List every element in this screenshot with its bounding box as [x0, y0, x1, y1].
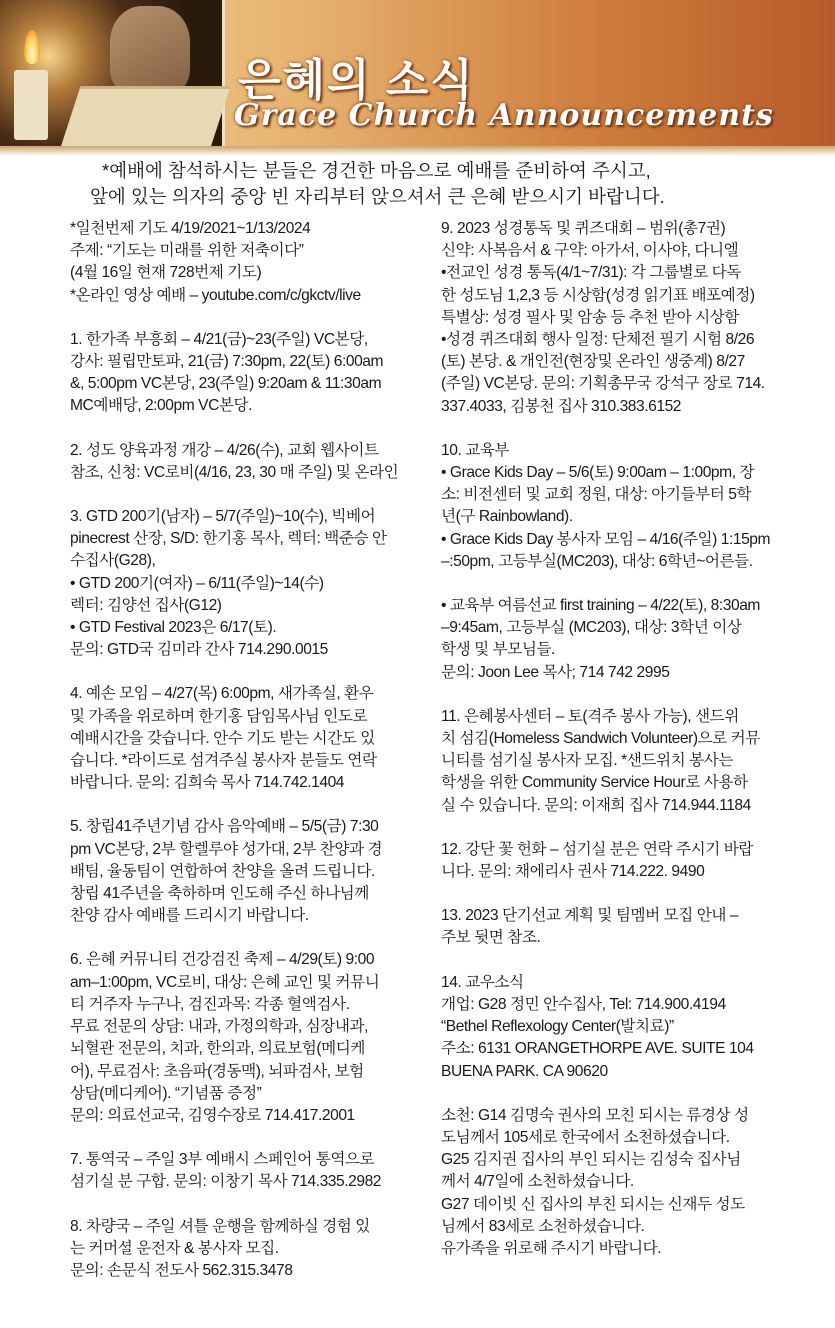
announcement-line: 렉터: 김양선 집사(G12) [70, 596, 222, 614]
announcement-line: 니티를 섬기실 봉사자 모집. *샌드위치 봉사는 [441, 752, 733, 770]
announcement-line: 도님께서 105세로 한국에서 소천하셨습니다. [441, 1128, 730, 1146]
announcement-item [441, 1105, 801, 1260]
announcement-line: (토) 본당. & 개인전(현장및 온라인 생중계) 8/27 [441, 353, 745, 371]
announcement-line: *온라인 영상 예배 – youtube.com/c/gkctv/live [70, 286, 361, 304]
announcement-line: 님께서 83세로 소천하셨습니다. [441, 1217, 645, 1235]
announcement-line: 찬양 감사 예배를 드리시기 바랍니다. [70, 907, 309, 925]
announcement-line: • Grace Kids Day 봉사자 모임 – 4/16(주일) 1:15pm [441, 530, 771, 548]
announcement-item [70, 683, 432, 794]
announcement-line: • 교육부 여름선교 first training – 4/22(토), 8:30am [441, 597, 760, 615]
announcement-line: 는 커머셜 운전자 & 봉사자 모집. [70, 1239, 279, 1257]
announcement-line: 니다. 문의: 채에리사 권사 714.222. 9490 [441, 863, 705, 881]
announcement-item [70, 218, 432, 307]
announcement-line: 특별상: 성경 필사 및 암송 등 추천 받아 시상함 [441, 308, 739, 326]
announcement-line: 및 가족을 위로하며 한기홍 담임목사님 인도로 [70, 707, 368, 725]
announcement-item [70, 506, 432, 661]
announcement-item [70, 816, 432, 927]
announcement-line: 강사: 필립만토파, 21(금) 7:30pm, 22(토) 6:00am [70, 353, 384, 371]
announcement-line: 치 섬김(Homeless Sandwich Volunteer)으로 커뮤 [441, 730, 760, 748]
announcement-line: 10. 교육부 [441, 441, 510, 459]
header-banner [0, 0, 835, 148]
announcement-line: 참조, 신청: VC로비(4/16, 23, 30 매 주일) 및 온라인 [70, 463, 399, 481]
announcement-line: 주보 뒷면 참조. [441, 929, 541, 947]
left-column [70, 218, 432, 1304]
announcement-item [70, 329, 432, 418]
announcement-line: •전교인 성경 통독(4/1~7/31): 각 그룹별로 다독 [441, 264, 741, 282]
announcement-line: 학생 및 부모님들. [441, 641, 555, 659]
announcement-line: 11. 은혜봉사센터 – 토(격주 봉사 가능), 샌드위 [441, 707, 739, 725]
announcement-item [441, 839, 801, 883]
announcement-line: 주소: 6131 ORANGETHORPE AVE. SUITE 104 [441, 1040, 754, 1058]
announcement-item [441, 440, 801, 573]
announcement-line: pinecrest 산장, S/D: 한기홍 목사, 렉터: 백준승 안 [70, 530, 387, 548]
announcement-line: (4월 16일 현재 728번제 기도) [70, 264, 262, 282]
announcement-line: 바랍니다. 문의: 김희숙 목사 714.742.1404 [70, 774, 345, 792]
announcement-line: 14. 교우소식 [441, 973, 524, 991]
announcement-line: G25 김지권 집사의 부인 되시는 김성숙 집사님 [441, 1151, 741, 1169]
title-english: Grace Church Announcements [234, 98, 774, 133]
announcement-item [441, 595, 801, 684]
announcement-line: 소: 비전센터 및 교회 정원, 대상: 아기들부터 5학 [441, 486, 752, 504]
candle-flame-icon [24, 30, 40, 64]
announcement-line: BUENA PARK. CA 90620 [441, 1062, 608, 1080]
announcement-line: –:50pm, 고등부실(MC203), 대상: 6학년~어른들. [441, 552, 753, 570]
announcement-line: 창립 41주년을 축하하며 인도해 주신 하나님께 [70, 885, 369, 903]
announcement-line: • GTD 200기(여자) – 6/11(주일)~14(수) [70, 574, 324, 592]
announcement-line: 12. 강단 꽃 헌화 – 섬기실 분은 연락 주시기 바랍 [441, 840, 753, 858]
announcement-line: 337.4033, 김봉천 집사 310.383.6152 [441, 397, 682, 415]
prayer-candle-photo [0, 0, 225, 148]
title-korean: 은혜의 소식 [238, 56, 475, 105]
announcement-line: 상담(메디케어). “기념품 증정” [70, 1084, 262, 1102]
announcement-line: 13. 2023 단기선교 계획 및 팀멤버 모집 안내 – [441, 907, 739, 925]
announcement-line: 어), 무료검사: 초음파(경동맥), 뇌파검사, 보험 [70, 1062, 364, 1080]
announcement-line: 학생을 위한 Community Service Hour로 사용하 [441, 774, 748, 792]
announcement-line: “Bethel Reflexology Center(발치료)” [441, 1018, 674, 1036]
announcement-line: MC예배당, 2:00pm VC본당. [70, 397, 253, 415]
announcement-line: 유가족을 위로해 주시기 바랍니다. [441, 1239, 662, 1257]
announcement-line: &, 5:00pm VC본당, 23(주일) 9:20am & 11:30am [70, 375, 382, 393]
announcement-line: 문의: 손문식 전도사 562.315.3478 [70, 1261, 293, 1279]
announcement-line: 섬기실 분 구합. 문의: 이창기 목사 714.335.2982 [70, 1173, 382, 1191]
announcement-line: 문의: 의료선교국, 김영수장로 714.417.2001 [70, 1106, 355, 1124]
announcement-line: am–1:00pm, VC로비, 대상: 은혜 교인 및 커뮤니 [70, 973, 380, 991]
announcement-line: 8. 차량국 – 주일 셔틀 운행을 함께하실 경험 있 [70, 1217, 370, 1235]
announcement-line: 소천: G14 김명숙 권사의 모친 되시는 류경상 성 [441, 1106, 749, 1124]
announcement-line: 3. GTD 200기(남자) – 5/7(주일)~10(수), 빅베어 [70, 508, 376, 526]
announcement-item [441, 218, 801, 418]
announcement-line: *일천번제 기도 4/19/2021~1/13/2024 [70, 220, 311, 237]
announcement-line: 9. 2023 성경통독 및 퀴즈대회 – 범위(총7권) [441, 220, 726, 237]
announcement-line: • GTD Festival 2023은 6/17(토). [70, 619, 277, 637]
announcement-line: 7. 통역국 – 주일 3부 예배시 스페인어 통역으로 [70, 1151, 375, 1169]
announcement-item [441, 905, 801, 949]
open-bible-image [59, 86, 230, 148]
intro-line: *예배에 참석하시는 분들은 경건한 마음으로 예배를 준비하여 주시고, [102, 160, 651, 181]
announcement-line: 문의: GTD국 김미라 간사 714.290.0015 [70, 641, 328, 659]
announcement-line: (주일) VC본당. 문의: 기획총무국 강석구 장로 714. [441, 375, 765, 393]
announcement-line: 년(구 Rainbowland). [441, 508, 573, 526]
announcement-line: 1. 한가족 부흥회 – 4/21(금)~23(주일) VC본당, [70, 330, 368, 348]
announcement-line: • Grace Kids Day – 5/6(토) 9:00am – 1:00pm, 장 [441, 464, 755, 482]
announcement-line: 예배시간을 갖습니다. 안수 기도 받는 시간도 있 [70, 729, 375, 747]
announcement-line: G27 데이빗 신 집사의 부친 되시는 신재두 성도 [441, 1195, 745, 1213]
praying-hands-image [110, 6, 190, 96]
announcement-line: 주제: “기도는 미래를 위한 저축이다” [70, 242, 304, 260]
announcement-line: 수집사(G28), [70, 552, 156, 570]
announcement-line: 배팀, 율동팀이 연합하여 찬양을 올려 드립니다. [70, 862, 375, 880]
announcement-line: •성경 퀴즈대회 행사 일정: 단체전 필기 시험 8/26 [441, 331, 755, 349]
intro-line: 앞에 있는 의자의 중앙 빈 자리부터 앉으셔서 큰 은혜 받으시기 바랍니다. [90, 186, 665, 207]
announcement-line: 5. 창립41주년기념 감사 음악예배 – 5/5(금) 7:30 [70, 818, 379, 836]
announcement-line: 실 수 있습니다. 문의: 이재희 집사 714.944.1184 [441, 796, 751, 814]
announcement-line: 무료 전문의 상담: 내과, 가정의학과, 심장내과, [70, 1018, 368, 1036]
announcement-line: 께서 4/7일에 소천하셨습니다. [441, 1173, 634, 1191]
announcement-line: 6. 은혜 커뮤니티 건강검진 축제 – 4/29(토) 9:00 [70, 951, 375, 969]
announcement-item [70, 440, 432, 484]
announcement-line: 개업: G28 정민 안수집사, Tel: 714.900.4194 [441, 995, 726, 1013]
announcement-line: 뇌혈관 전문의, 치과, 한의과, 의료보험(메디케 [70, 1040, 365, 1058]
announcement-item [441, 706, 801, 817]
announcement-line: 4. 예손 모임 – 4/27(목) 6:00pm, 새가족실, 환우 [70, 685, 374, 703]
announcement-line: 습니다. *라이드로 섬겨주실 봉사자 분들도 연락 [70, 752, 377, 770]
announcement-line: 신약: 사복음서 & 구약: 아가서, 이사야, 다니엘 [441, 242, 739, 260]
candle-image [14, 70, 48, 140]
announcement-line: 티 거주자 누구나, 검진과목: 각종 혈액검사. [70, 995, 350, 1013]
announcement-line: 문의: Joon Lee 목사; 714 742 2995 [441, 663, 670, 681]
announcement-item [70, 1216, 432, 1283]
announcement-item [70, 949, 432, 1127]
announcement-line: 2. 성도 양육과정 개강 – 4/26(수), 교회 웹사이트 [70, 441, 379, 459]
announcement-item [70, 1149, 432, 1193]
intro-notice [90, 158, 810, 210]
announcement-line: pm VC본당, 2부 할렐루야 성가대, 2부 찬양과 경 [70, 840, 383, 858]
banner-divider [0, 146, 835, 156]
announcement-item [441, 972, 801, 1083]
announcement-line: 한 성도님 1,2,3 등 시상함(성경 읽기표 배포예정) [441, 286, 755, 304]
right-column [441, 218, 801, 1282]
announcement-line: –9:45am, 고등부실 (MC203), 대상: 3학년 이상 [441, 619, 742, 637]
